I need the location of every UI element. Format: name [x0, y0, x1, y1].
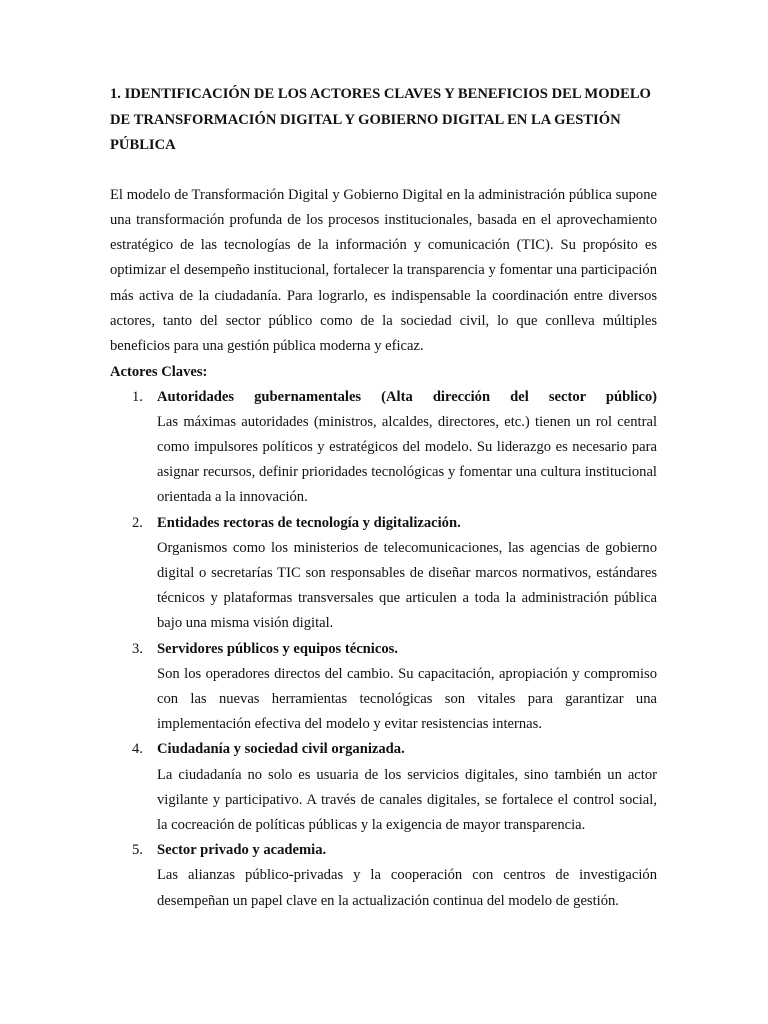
actors-label: Actores Claves: — [110, 363, 208, 380]
list-item-number: 5. — [132, 842, 143, 859]
list-item-description: La ciudadanía no solo es usuaria de los servicios digitales, sino también un actor vigilante y participativo. A través de canales digitales, se fortalece el control social, la cocreación de políticas públicas y la exigencia de mayor transparencia. — [157, 766, 657, 834]
document-heading: 1. IDENTIFICACIÓN DE LOS ACTORES CLAVES Y BENEFICIOS DEL MODELO DE TRANSFORMACIÓN DIGITAL Y GOBIERNO DIGITAL EN LA GESTIÓN PÚBLICA — [110, 86, 651, 153]
intro-paragraph: El modelo de Transformación Digital y Gobierno Digital en la administración pública supone una transformación profunda de los procesos institucionales, basada en el aprovechamiento estratégico de las tecnologías de la información y comunicación (TIC). Su propósito es optimizar el desempeño institucional, fortalecer la transparencia y fomentar una participación más activa de la ciudadanía. Para lograrlo, es indispensable la coordinación entre diversos actores, tanto del sector público como de la sociedad civil, lo que conlleva múltiples beneficios para una gestión pública moderna y eficaz. — [110, 186, 657, 355]
list-item-description: Son los operadores directos del cambio. Su capacitación, apropiación y compromiso con las nuevas herramientas tecnológicas son vitales para garantizar una implementación efectiva del modelo y evitar resistencias internas. — [157, 665, 657, 733]
list-item-number: 4. — [132, 741, 143, 758]
list-item-title: Autoridades gubernamentales (Alta dirección del sector público) — [157, 388, 657, 405]
actors-list — [110, 385, 657, 914]
document-page — [110, 82, 657, 914]
list-item-description: Las máximas autoridades (ministros, alcaldes, directores, etc.) tienen un rol central como impulsores políticos y estratégicos del modelo. Su liderazgo es necesario para asignar recursos, definir prioridades tecnológicas y fomentar una cultura institucional orientada a la innovación. — [157, 413, 657, 506]
list-item-description: Organismos como los ministerios de telecomunicaciones, las agencias de gobierno digital o secretarías TIC son responsables de diseñar marcos normativos, estándares técnicos y plataformas transversales que articulen a toda la administración pública bajo una misma visión digital. — [157, 539, 657, 632]
list-item-title: Servidores públicos y equipos técnicos. — [157, 640, 398, 657]
list-item — [110, 511, 657, 637]
list-item — [110, 737, 657, 838]
list-item — [110, 385, 657, 511]
list-item-number: 3. — [132, 640, 143, 657]
list-item — [110, 637, 657, 738]
list-item — [110, 838, 657, 914]
list-item-description: Las alianzas público-privadas y la cooperación con centros de investigación desempeñan un papel clave en la actualización continua del modelo de gestión. — [157, 867, 657, 909]
list-item-title: Entidades rectoras de tecnología y digitalización. — [157, 514, 461, 531]
list-item-title: Ciudadanía y sociedad civil organizada. — [157, 741, 405, 758]
list-item-number: 1. — [132, 388, 143, 405]
list-item-title: Sector privado y academia. — [157, 842, 327, 859]
list-item-number: 2. — [132, 514, 143, 531]
